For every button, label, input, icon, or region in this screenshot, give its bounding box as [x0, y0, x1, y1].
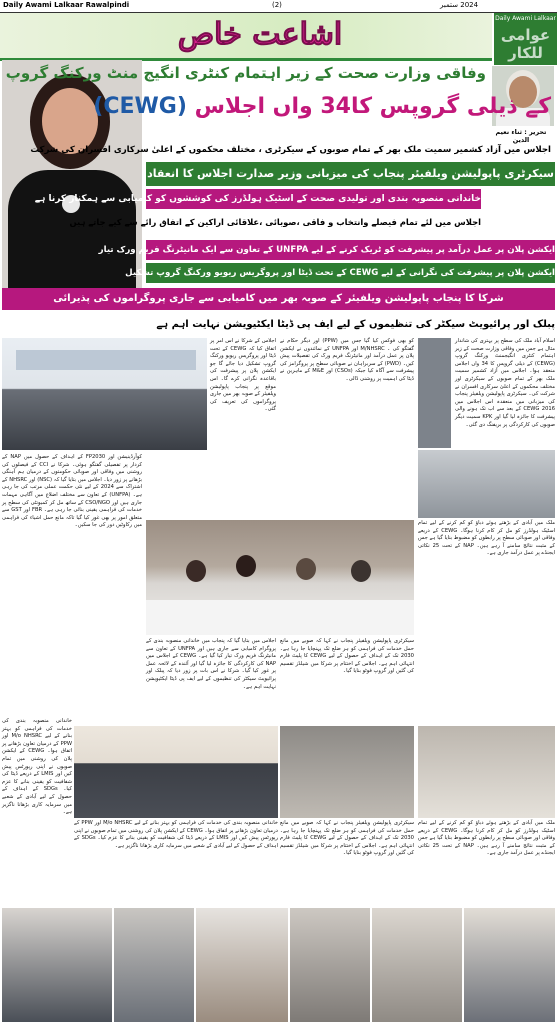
article-col-b2: خاندانی منصوبہ بندی کی خدمات کی فراہمی کو بہتر بنانے کے لیے M/o NHSRC اور PPW کے درمیان تعاون بڑھانے پر اتفاق ہوا۔ CEWG کے ایکشن پلان کی روشنی میں تمام صوبوں نے اپنی رپورٹس پیش کیں اور LMIS کے ذریعے ڈیٹا کی شفافیت کو یقینی بنانے کا عزم کیا۔ SDGs کے اہداف کے حصول کے لیے آبادی کے شعبے میں سرمایہ کاری بڑھانا ناگزیر ہے۔ [74, 820, 279, 849]
bottom-photo-1 [2, 908, 112, 1022]
logo-text: عوامی للکار [500, 26, 551, 62]
main-headline [93, 86, 551, 128]
article-col-e2: ملک میں آبادی کے بڑھتے ہوئے دباؤ کو کم کرنے کے لیے تمام اسٹیک ہولڈرز کو مل کر کام کرنا ہوگا۔ CEWG کے ذریعے وفاقی اور صوبائی سطح پر رابطوں کو مضبوط بنایا گیا ہے جس کے مثبت نتائج سامنے آ رہے ہیں۔ NAP کے تحت 25 نکاتی ایجنڈے پر عمل درآمد جاری ہے۔ [418, 820, 556, 857]
kicker-headline: وفاقی وزارت صحت کے زیر اہتمام کنٹری انگیج منٹ ورکنگ گروپ [5, 64, 486, 82]
meeting-photo-5 [418, 726, 555, 818]
article-col-b: خاندانی منصوبہ بندی کی خدمات کی فراہمی کو بہتر بنانے کے لیے M/o NHSRC اور PPW کے درمیان تعاون بڑھانے پر اتفاق ہوا۔ CEWG کے ایکشن پلان کی روشنی میں تمام صوبوں نے اپنی رپورٹس پیش کیں اور LMIS کے ذریعے ڈیٹا کی شفافیت کو یقینی بنانے کا عزم کیا۔ SDGs کے اہداف کے حصول کے لیے آبادی کے شعبے میں سرمایہ کاری بڑھانا ناگزیر ہے۔ [2, 718, 73, 816]
meeting-photo-3 [418, 450, 555, 518]
bottom-photo-3 [196, 908, 288, 1022]
byline: تحریر : ثناء نعیم الدین [495, 128, 547, 144]
meeting-photo-right [418, 338, 451, 448]
bottom-photo-5 [372, 908, 462, 1022]
highlight-1: اجلاس میں آزاد کشمیر سمیت ملک بھر کے تمام صوبوں کے سیکرٹری ، مختلف محکموں کے اعلیٰ سرکاری افسران کی شرکت [30, 145, 551, 155]
main-headline-text: کے ذیلی گروپس کا34 واں اجلاس [194, 94, 551, 119]
article-col-d: سیکرٹری پاپولیشن ویلفیئر پنجاب نے کہا کہ صوبے میں مانع حمل خدمات کی فراہمی کو ہر ضلع تک پہنچایا جا رہا ہے۔ 2030 تک کے اہداف کے حصول کے لیے CEWG کا پلیٹ فارم انتہائی اہم ہے۔ اجلاس کے اختتام پر شرکا میں شیلڈز تقسیم کی گئیں اور گروپ فوٹو بنایا گیا۔ [280, 638, 414, 675]
highlight-6: ایکشن پلان پر پیشرفت کی نگرانی کے لیے CEWG کے تحت ڈیٹا اور پروگریس ریویو ورکنگ گروپ تشکیل [146, 263, 555, 283]
highlight-5: ایکشن پلان پر عمل درآمد پر پیشرفت کو ٹریک کرنے کے لیے UNFPA کے تعاون سے ایک مانیٹرنگ فریم ورک تیار [146, 240, 555, 260]
issue-date: 2024 ستمبر [440, 1, 479, 9]
article-col-mid-top: کو بھی فوکس کیا گیا جس میں (PPW) اور دیگر حکام نے گفتگو کی ۔ M/NHSRC اور UNFPA کے نمائندوں نے ایکشن پلان پر عمل درآمد اور مانیٹرنگ فریم ورک کی تفصیلات پیش کیں۔ (PWD) کے سربراہان نے صوبائی سطح پر پروگرامز کی پیشرفت سے آگاہ کیا جبکہ (CSOs) اور M&E کے ماہرین نے ڈیٹا کی اہمیت پر روشنی ڈالی۔ [280, 338, 414, 382]
group-photo-1 [2, 338, 207, 450]
page-number: (2) [272, 1, 282, 9]
top-strip [0, 0, 557, 13]
paper-logo [494, 13, 557, 65]
bottom-photo-2 [114, 908, 194, 1022]
article-col-a: کوآرڈینیشن اور FP2030 کے اہداف کے حصول میں NAP کے کردار پر تفصیلی گفتگو ہوئی۔ شرکا نے CCI کے فیصلوں کی روشنی میں وفاقی اور صوبائی حکومتوں کے درمیان ہم آہنگی بڑھانے پر زور دیا۔ اجلاس میں بتایا گیا کہ (NSC) اور NHSRC کے اشتراک سے 2024 کے لیے نئی حکمت عملی مرتب کی جا رہی ہے۔ (UNFPA) کے تعاون سے مختلف اضلاع میں آگاہی مہمات جاری ہیں اور CSO/NGO کے ساتھ مل کر کمیونٹی کی سطح پر خدمات کی فراہمی یقینی بنائی جا رہی ہے۔ FBR اور GST سے متعلق امور پر بھی غور کیا گیا تاکہ مانع حمل اشیاء کی فراہمی میں رکاوٹیں دور کی جا سکیں۔ [2, 454, 142, 529]
highlight-3: خاندانی منصوبہ بندی اور تولیدی صحت کے اسٹیک ہولڈرز کی کوششوں کو کامیابی سے ہمکنار کرنا ہے [146, 189, 481, 209]
highlight-7: شرکا کا پنجاب پاپولیشن ویلفیئر کے صوبہ بھر میں کامیابی سے جاری پروگراموں کی پذیرائی [2, 288, 555, 310]
article-col-d2: سیکرٹری پاپولیشن ویلفیئر پنجاب نے کہا کہ صوبے میں مانع حمل خدمات کی فراہمی کو ہر ضلع تک پہنچایا جا رہا ہے۔ 2030 تک کے اہداف کے حصول کے لیے CEWG کا پلیٹ فارم انتہائی اہم ہے۔ اجلاس کے اختتام پر شرکا میں شیلڈز تقسیم کی گئیں اور گروپ فوٹو بنایا گیا۔ [280, 820, 414, 857]
logo-small-text: Daily Awami Lalkaar [495, 15, 556, 22]
meeting-photo-4 [280, 726, 414, 818]
bottom-photo-4 [290, 908, 370, 1022]
article-col-right-top: اسلام آباد ملک کی سطح پر بہتری کی شاندار مثال ہے جس میں وفاقی وزارت صحت کے زیر اہتمام کنٹری انگیجمنٹ ورکنگ گروپ (CEWG) کے ذیلی گروپس کا 34 واں اجلاس منعقد ہوا۔ اجلاس میں آزاد کشمیر سمیت ملک بھر کے تمام صوبوں کے سیکرٹری اور مختلف محکموں کے اعلیٰ سرکاری افسران نے شرکت کی۔ سیکرٹری پاپولیشن ویلفیئر پنجاب کی میزبانی میں منعقدہ اس اجلاس میں CEWG 2016 کے بعد سے اب تک ہونے والی پیشرفت کا جائزہ لیا گیا اور KPK سمیت دیگر صوبوں کی کارکردگی پر بریفنگ دی گئی۔ [455, 338, 555, 428]
group-photo-2 [74, 726, 278, 818]
article-col-c: اجلاس میں بتایا گیا کہ پنجاب میں خاندانی منصوبہ بندی کے پروگرام کامیابی سے جاری ہیں اور UNFPA کے تعاون سے مانیٹرنگ فریم ورک تیار کیا گیا ہے۔ CEWG کے اجلاس میں NAP کی کارکردگی کا جائزہ لیا گیا اور آئندہ کے لائحہ عمل پر غور کیا گیا۔ شرکا نے اس بات پر زور دیا کہ پبلک اور پرائیویٹ سیکٹر کی تنظیموں کے لیے ایف پی ڈیٹا ایکٹیویشن نہایت اہم ہے۔ [146, 638, 277, 690]
highlight-4: اجلاس میں لئے تمام فیصلے وانتخاب و فاقی ،صوبائی ،علاقائی اراکین کے اتفاق رائے سے کیے جاتے ہیں [69, 217, 481, 227]
section-title: اشاعت خاص [177, 17, 343, 52]
bottom-photo-6 [464, 908, 555, 1022]
main-headline-acronym: (CEWG) [93, 94, 187, 119]
article-col-e: ملک میں آبادی کے بڑھتے ہوئے دباؤ کو کم کرنے کے لیے تمام اسٹیک ہولڈرز کو مل کر کام کرنا ہوگا۔ CEWG کے ذریعے وفاقی اور صوبائی سطح پر رابطوں کو مضبوط بنایا گیا ہے جس کے مثبت نتائج سامنے آ رہے ہیں۔ NAP کے تحت 25 نکاتی ایجنڈے پر عمل درآمد جاری ہے۔ [418, 520, 556, 557]
highlight-8: پبلک اور پرائیویٹ سیکٹر کی تنظیموں کے لیے ایف پی ڈیٹا ایکٹیویشن نہایت اہم ہے [156, 319, 555, 330]
highlight-2: سیکرٹری پاپولیشن ویلفیئر پنجاب کی میزبانی وزیر صدارت اجلاس کا انعقاد [146, 162, 555, 186]
masthead-banner [0, 13, 492, 61]
publication-name: Daily Awami Lalkaar Rawalpindi [3, 1, 130, 9]
article-col-left-top: اجلاس کے شرکا نے اس امر پر اتفاق کیا کہ CEWG کے تحت ڈیٹا اور پروگریس ریویو ورکنگ گروپ تشکیل دیا جائے گا جو ایکشن پلان پر پیشرفت کی باقاعدہ نگرانی کرے گا۔ اس موقع پر پنجاب پاپولیشن ویلفیئر کے صوبہ بھر میں جاری پروگراموں کی تعریف کی گئی۔ [210, 338, 276, 413]
meeting-photo-2 [146, 520, 414, 635]
